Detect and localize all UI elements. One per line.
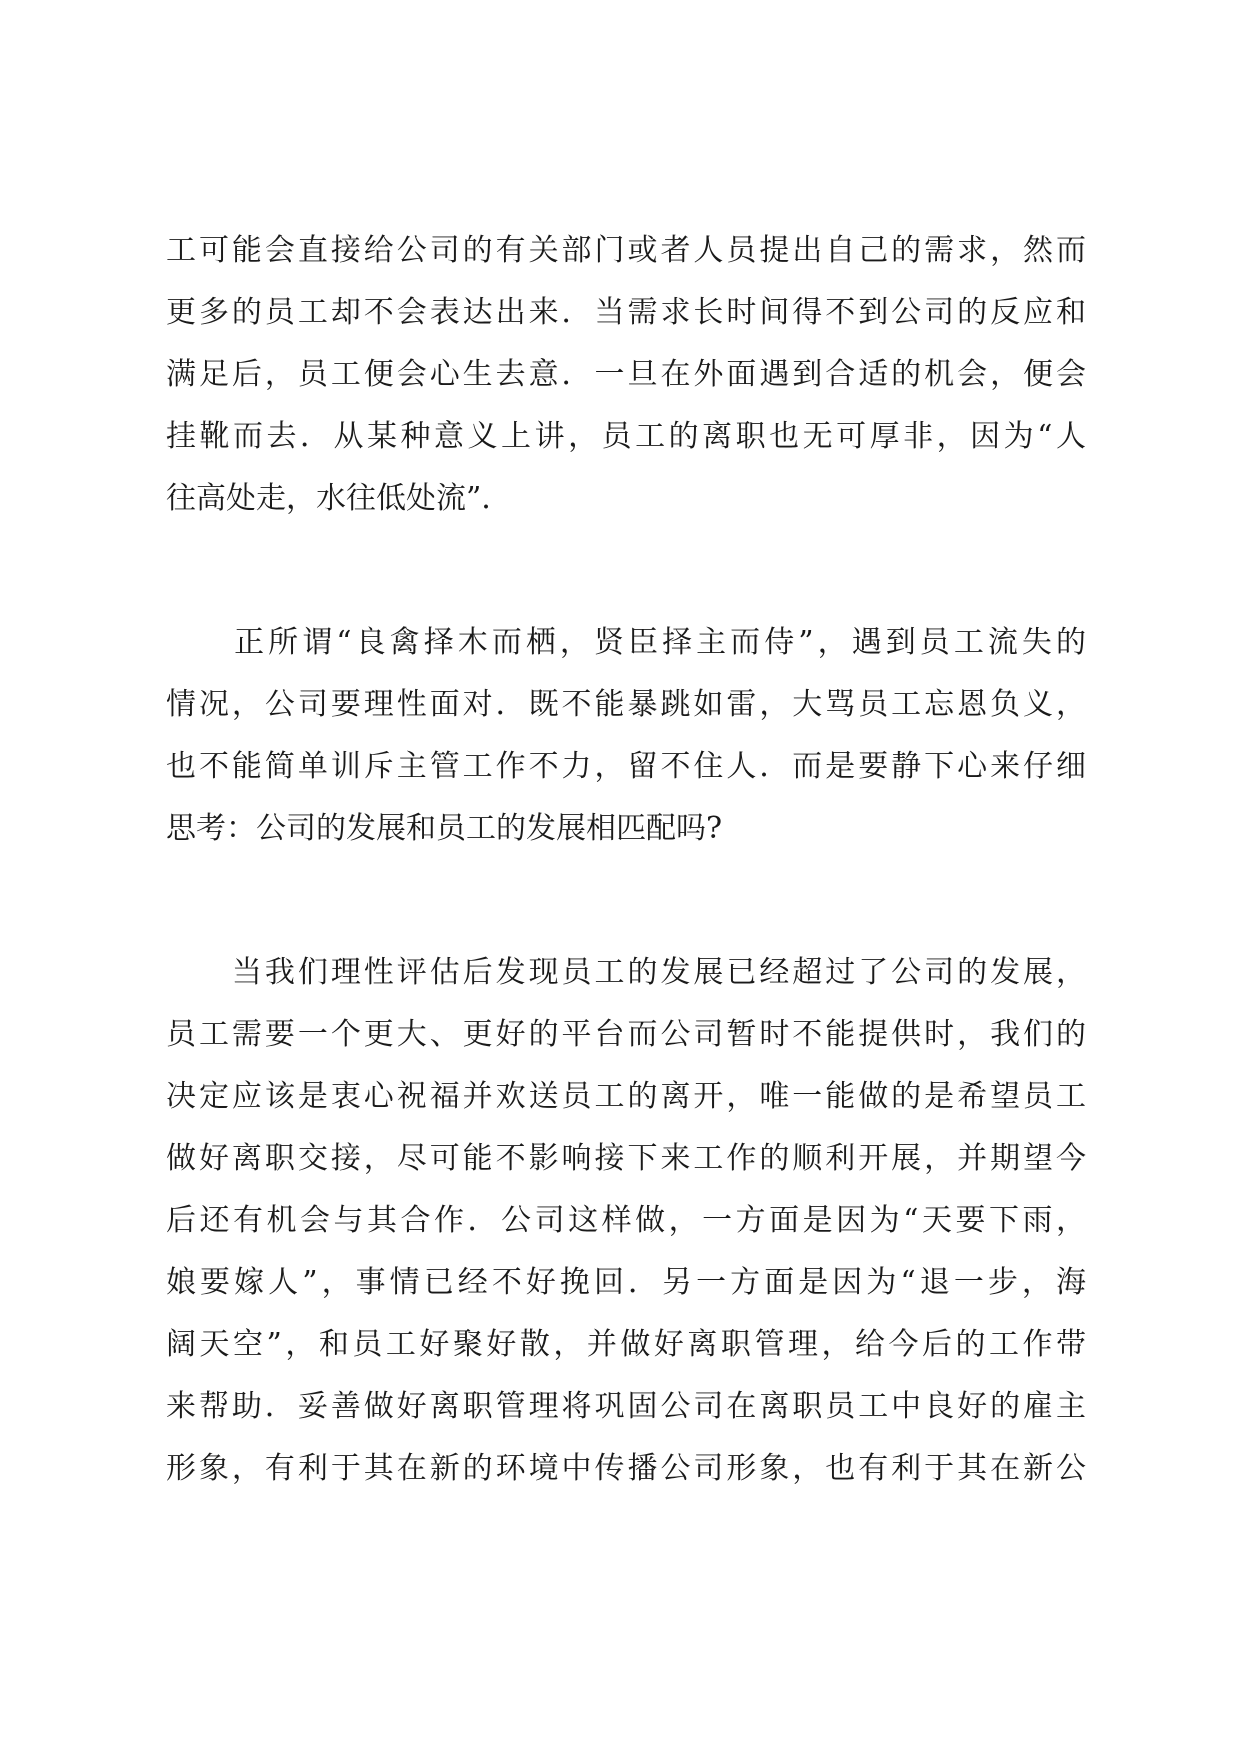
text-line: 挂靴而去．从某种意义上讲，员工的离职也无可厚非，因为“人	[166, 419, 1086, 454]
text-line: 也不能简单训斥主管工作不力，留不住人．而是要静下心来仔细	[166, 749, 1086, 784]
text-line: 更多的员工却不会表达出来．当需求长时间得不到公司的反应和	[166, 295, 1086, 330]
document-body	[166, 220, 1086, 1500]
text-line: 往高处走，水往低处流”．	[166, 481, 512, 516]
paragraph-3	[166, 942, 1086, 1500]
paragraph-1	[166, 220, 1086, 530]
text-line: 娘要嫁人”，事情已经不好挽回．另一方面是因为“退一步，海	[166, 1265, 1086, 1300]
text-line: 做好离职交接，尽可能不影响接下来工作的顺利开展，并期望今	[166, 1141, 1086, 1176]
text-line: 思考：公司的发展和员工的发展相匹配吗?	[166, 811, 723, 846]
text-line: 阔天空”，和员工好聚好散，并做好离职管理，给今后的工作带	[166, 1327, 1086, 1362]
text-line: 形象，有利于其在新的环境中传播公司形象，也有利于其在新公	[166, 1451, 1086, 1486]
text-line: 满足后，员工便会心生去意．一旦在外面遇到合适的机会，便会	[166, 357, 1086, 392]
text-line: 正所谓“良禽择木而栖，贤臣择主而侍”，遇到员工流失的	[166, 625, 1086, 660]
text-line: 当我们理性评估后发现员工的发展已经超过了公司的发展，	[166, 955, 1086, 990]
paragraph-spacer	[166, 860, 1086, 942]
paragraph-2	[166, 612, 1086, 860]
text-line: 后还有机会与其合作．公司这样做，一方面是因为“天要下雨，	[166, 1203, 1086, 1238]
text-line: 员工需要一个更大、更好的平台而公司暂时不能提供时，我们的	[166, 1017, 1086, 1052]
text-line: 来帮助．妥善做好离职管理将巩固公司在离职员工中良好的雇主	[166, 1389, 1086, 1424]
text-line: 情况，公司要理性面对．既不能暴跳如雷，大骂员工忘恩负义，	[166, 687, 1086, 722]
text-line: 工可能会直接给公司的有关部门或者人员提出自己的需求，然而	[166, 233, 1086, 268]
text-line: 决定应该是衷心祝福并欢送员工的离开，唯一能做的是希望员工	[166, 1079, 1086, 1114]
paragraph-spacer	[166, 530, 1086, 612]
